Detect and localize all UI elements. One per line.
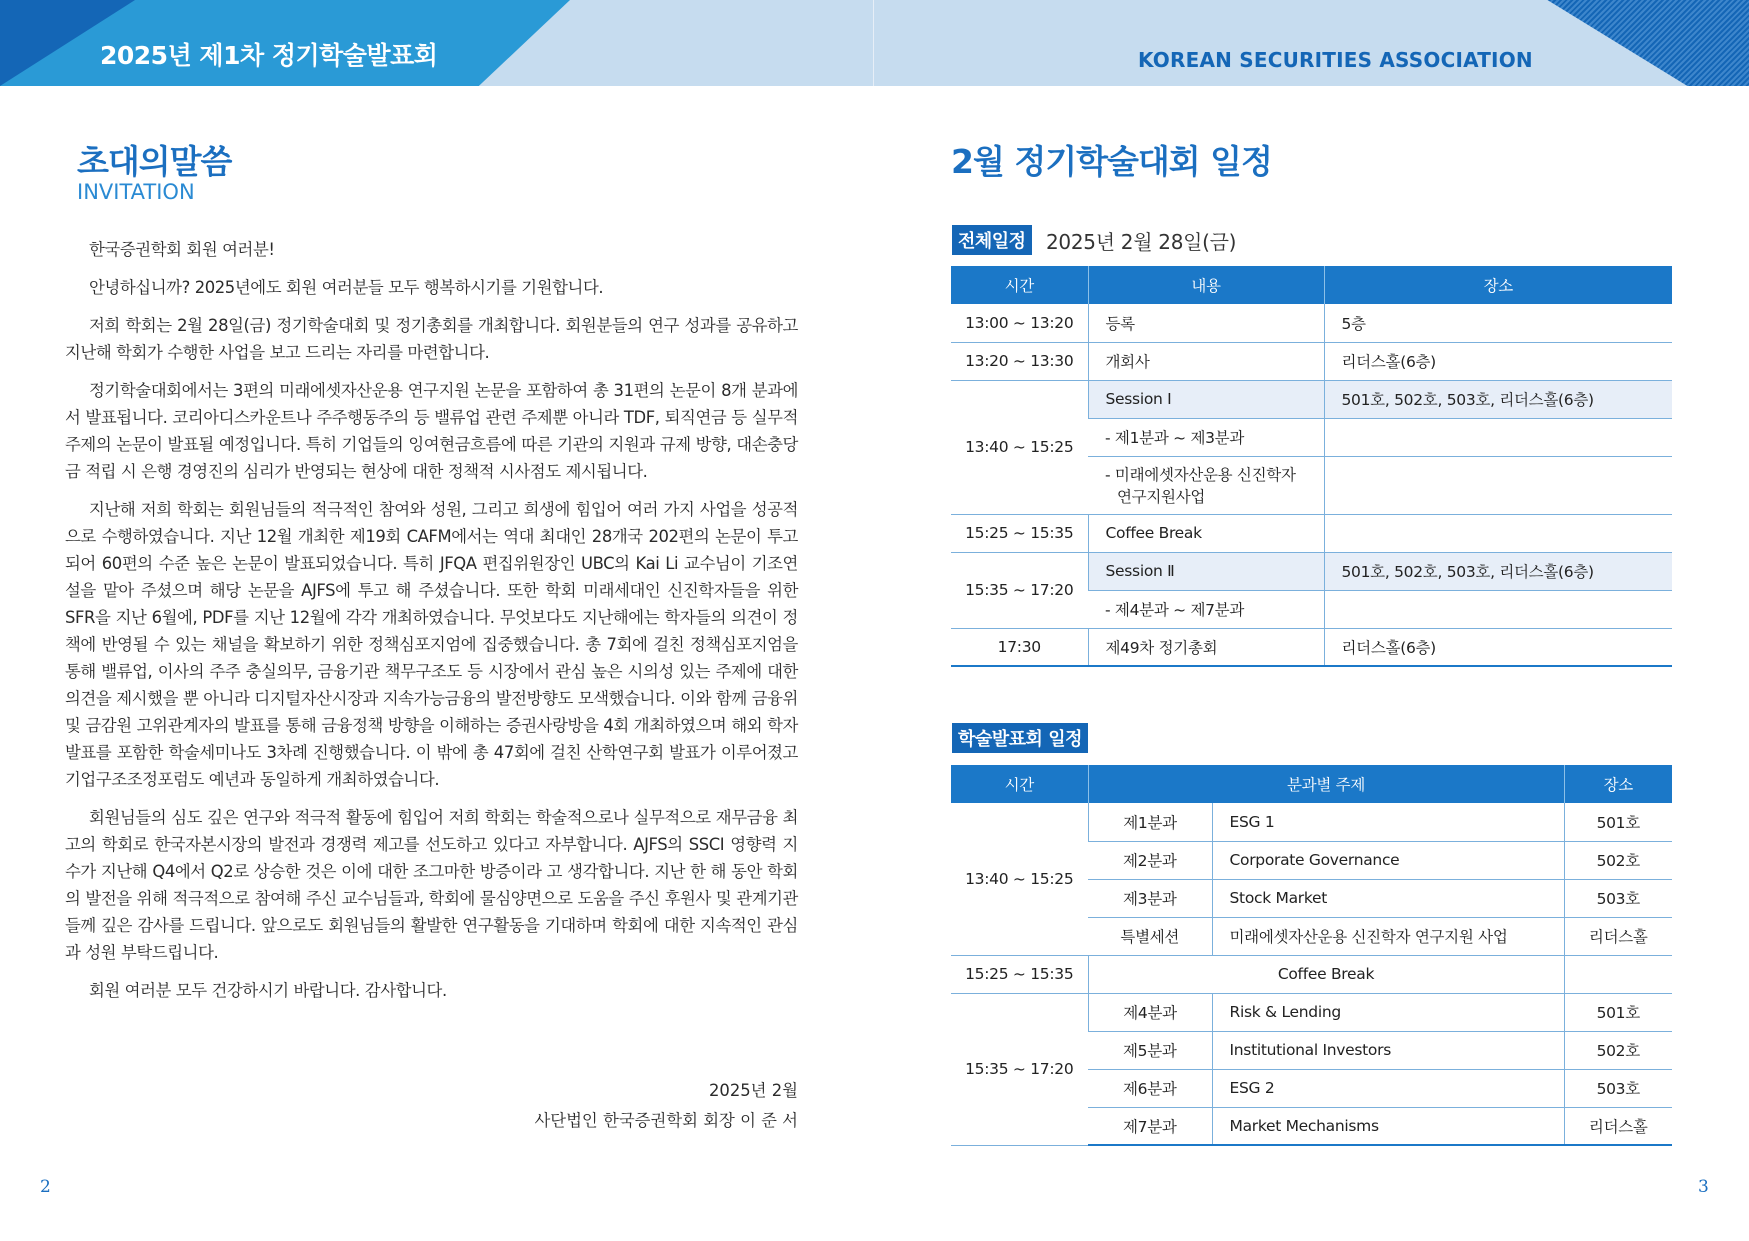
col-header-time: 시간 — [951, 266, 1088, 304]
row-time: 15:25 ~ 15:35 — [951, 514, 1088, 552]
table-row — [951, 342, 1672, 380]
col-header-content: 내용 — [1088, 266, 1324, 304]
row-place: 5층 — [1324, 304, 1672, 342]
letter-date: 2025년 2월 — [708, 1081, 798, 1100]
letter-paragraph: 정기학술대회에서는 3편의 미래에셋자산운용 연구지원 논문을 포함하여 총 31편의 논문이 8개 분과에서 발표됩니다. 코리아디스카운트나 주주행동주의 등 밸류업 관련 주제뿐 아니라 TDF, 퇴직연금 등 실무적 주제의 논문이 발표될 예정입니다. 특히 기업들의 잉여현금흐름에 따른 기관의 지원과 규제 방향, 대손충당금 적립 시 은행 경영진의 심리가 반영되는 현상에 대한 정책적 시사점도 제시됩니다. — [65, 381, 798, 481]
overall-schedule-table — [951, 266, 1672, 667]
row-track: 제6분과 — [1088, 1069, 1212, 1107]
invitation-title: 초대의말씀 — [77, 142, 232, 181]
row-time: 15:35 ~ 17:20 — [951, 993, 1088, 1145]
row-content: 제49차 정기총회 — [1088, 628, 1324, 666]
schedule-title: 2월 정기학술대회 일정 — [951, 142, 1272, 181]
page-header — [0, 0, 1749, 86]
row-time: 15:25 ~ 15:35 — [951, 955, 1088, 993]
letter-paragraph: 회원님들의 심도 깊은 연구와 적극적 활동에 힘입어 저희 학회는 학술적으로나 실무적으로 재무금융 최고의 학회로 한국자본시장의 발전과 경쟁력 제고를 선도하고 있다고 자부합니다. AJFS의 SSCI 영향력 지수가 지난해 Q4에서 Q2로 상승한 것은 이에 대한 조그마한 방증이라 고 생각합니다. 지난 한 해 동안 학회의 발전을 위해 적극적으로 참여해 주신 교수님들과, 학회에 물심양면으로 도움을 주신 후원사 및 관계기관들께 깊은 감사를 드립니다. 앞으로도 회원님들의 활발한 연구활동을 기대하며 학회에 대한 지속적인 관심과 성원 부탁드립니다. — [65, 808, 798, 962]
row-time: 17:30 — [951, 628, 1088, 666]
table-header-row — [951, 765, 1672, 803]
letter-signer: 사단법인 한국증권학회 회장 이 준 서 — [534, 1111, 798, 1130]
row-time: 13:20 ~ 13:30 — [951, 342, 1088, 380]
row-room: 501호 — [1564, 803, 1672, 841]
row-track: 제7분과 — [1088, 1107, 1212, 1145]
row-place: 501호, 502호, 503호, 리더스홀(6층) — [1324, 552, 1672, 590]
col-header-topic: 분과별 주제 — [1088, 765, 1564, 803]
row-place — [1324, 418, 1672, 456]
page-number-right: 3 — [1698, 1177, 1709, 1197]
row-room: 501호 — [1564, 993, 1672, 1031]
row-topic: 미래에셋자산운용 신진학자 연구지원 사업 — [1212, 917, 1564, 955]
table-row — [951, 628, 1672, 666]
row-topic: Market Mechanisms — [1212, 1107, 1564, 1145]
page-number-left: 2 — [40, 1177, 51, 1197]
col-header-room: 장소 — [1564, 765, 1672, 803]
row-content: Session Ⅰ — [1088, 380, 1324, 418]
row-track: 제5분과 — [1088, 1031, 1212, 1069]
letter-paragraph: 한국증권학회 회원 여러분! — [89, 240, 275, 259]
table-row — [951, 955, 1672, 993]
row-room: 503호 — [1564, 879, 1672, 917]
row-content: Session Ⅱ — [1088, 552, 1324, 590]
row-place — [1324, 514, 1672, 552]
row-place — [1324, 590, 1672, 628]
sessions-schedule-tag: 학술발표회 일정 — [952, 723, 1088, 753]
row-track: 제2분과 — [1088, 841, 1212, 879]
row-content-line1: - 미래에셋자산운용 신진학자 — [1105, 466, 1296, 484]
row-content: 개회사 — [1088, 342, 1324, 380]
row-track: 제3분과 — [1088, 879, 1212, 917]
row-place: 리더스홀(6층) — [1324, 628, 1672, 666]
table-row — [951, 514, 1672, 552]
table-header-row — [951, 266, 1672, 304]
row-place — [1324, 456, 1672, 514]
row-topic: Stock Market — [1212, 879, 1564, 917]
invitation-letter — [65, 236, 798, 1015]
invitation-subtitle: INVITATION — [77, 180, 195, 204]
letter-paragraph: 지난해 저희 학회는 회원님들의 적극적인 참여와 성원, 그리고 희생에 힘입어 여러 가지 사업을 성공적으로 수행하였습니다. 지난 12월 개최한 제19회 CAFM에서는 역대 최대인 28개국 202편의 논문이 투고되어 60편의 수준 높은 논문이 발표되었습니다. 특히 JFQA 편집위원장인 UBC의 Kai Li 교수님이 기조연설을 맡아 주셨으며 해당 논문을 AJFS에 투고 해 주셨습니다. 또한 학회 미래세대인 신진학자들을 위한 SFR을 지난 6월에, PDF를 지난 12월에 각각 개최하였습니다. 무엇보다도 지난해에는 학자들의 의견이 정책에 반영될 수 있는 채널을 확보하기 위한 정책심포지엄에 집중했습니다. 총 7회에 걸친 정책심포지엄을 통해 밸류업, 이사의 주주 충실의무, 금융기관 책무구조도 등 시장에서 관심 높은 시의성 있는 주제에 대한 의견을 제시했을 뿐 아니라 디지털자산시장과 지속가능금융의 발전방향도 모색했습니다. 이와 함께 금융위 및 금감원 고위관계자의 발표를 통해 금융정책 방향을 이해하는 증권사랑방을 4회 개최하였으며 해외 학자 발표를 포함한 학술세미나도 3차례 진행했습니다. 이 밖에 총 47회에 걸친 산학연구회 발표가 이루어졌고 기업구조조정포럼도 예년과 동일하게 개최하였습니다. — [65, 500, 798, 789]
row-topic: ESG 2 — [1212, 1069, 1564, 1107]
table-row — [951, 380, 1672, 418]
row-room: 502호 — [1564, 1031, 1672, 1069]
col-header-place: 장소 — [1324, 266, 1672, 304]
letter-paragraph: 안녕하십니까? 2025년에도 회원 여러분들 모두 행복하시기를 기원합니다. — [89, 278, 604, 297]
row-content: - 제4분과 ~ 제7분과 — [1088, 590, 1324, 628]
row-track: 제4분과 — [1088, 993, 1212, 1031]
table-row — [951, 993, 1672, 1031]
row-place: 501호, 502호, 503호, 리더스홀(6층) — [1324, 380, 1672, 418]
row-topic: Risk & Lending — [1212, 993, 1564, 1031]
row-topic: ESG 1 — [1212, 803, 1564, 841]
table-row — [951, 304, 1672, 342]
row-time: 13:40 ~ 15:25 — [951, 803, 1088, 955]
row-time: 15:35 ~ 17:20 — [951, 552, 1088, 628]
row-content: - 제1분과 ~ 제3분과 — [1088, 418, 1324, 456]
row-topic: Corporate Governance — [1212, 841, 1564, 879]
letter-paragraph: 저희 학회는 2월 28일(금) 정기학술대회 및 정기총회를 개최합니다. 회원분들의 연구 성과를 공유하고 지난해 학회가 수행한 사업을 보고 드리는 자리를 마련합니다. — [65, 316, 798, 362]
row-content-line2: 연구지원사업 — [1117, 488, 1206, 506]
header-divider — [873, 0, 874, 86]
overall-schedule-tag: 전체일정 — [952, 225, 1032, 255]
row-time: 13:00 ~ 13:20 — [951, 304, 1088, 342]
row-room: 502호 — [1564, 841, 1672, 879]
col-header-time: 시간 — [951, 765, 1088, 803]
table-row — [951, 803, 1672, 841]
row-content: 등록 — [1088, 304, 1324, 342]
signature-block — [534, 1076, 798, 1136]
row-topic: Institutional Investors — [1212, 1031, 1564, 1069]
table-row — [951, 552, 1672, 590]
row-content — [1088, 456, 1324, 514]
row-break: Coffee Break — [1088, 955, 1564, 993]
row-room: 503호 — [1564, 1069, 1672, 1107]
header-pattern — [1469, 0, 1749, 86]
letter-paragraph: 회원 여러분 모두 건강하시기 바랍니다. 감사합니다. — [89, 981, 447, 1000]
row-track: 제1분과 — [1088, 803, 1212, 841]
sessions-schedule-table — [951, 765, 1672, 1146]
overall-schedule-date: 2025년 2월 28일(금) — [1046, 230, 1237, 254]
row-time: 13:40 ~ 15:25 — [951, 380, 1088, 514]
row-track: 특별세션 — [1088, 917, 1212, 955]
row-content: Coffee Break — [1088, 514, 1324, 552]
row-room: 리더스홀 — [1564, 917, 1672, 955]
row-room: 리더스홀 — [1564, 1107, 1672, 1145]
header-title: 2025년 제1차 정기학술발표회 — [100, 41, 438, 70]
row-room — [1564, 955, 1672, 993]
row-place: 리더스홀(6층) — [1324, 342, 1672, 380]
header-org-name: KOREAN SECURITIES ASSOCIATION — [1138, 48, 1533, 72]
